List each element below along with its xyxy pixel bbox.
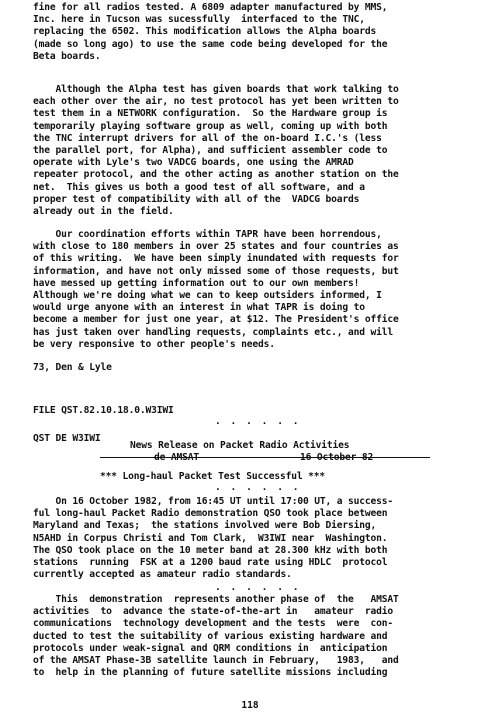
divider-dots-3: . . . . . . (215, 582, 301, 593)
paragraph-demonstration: This demonstration represents another phase of the AMSAT activities to advance the state-of-the-art in amateur radio communications technology development and the tests were con- ducted to test the suitability of various existing hardware and protocols under weak-signal and QRM conditions in anticipation of the AMSAT Phase-3B satellite launch in February, 1983, and to help in the planning of future satellite missions including (33, 594, 399, 679)
paragraph-alpha-test: Although the Alpha test has given boards that work talking to each other over the air, no test protocol has yet been written to test them in a NETWORK configuration. So the Hardware group is temporarily playing software group as well, coming up with both the TNC interrupt drivers for all of the on-board I.C.'s (less the parallel port, for Alpha), and sufficient assembler code to operate with Lyle's two VADCG boards, one using the AMRAD repeater protocol, and the other acting as another station on the net. This gives us both a good test of all software, and a proper test of compatibility with all of the VADCG boards already out in the field. (33, 84, 399, 218)
divider-dots-2: . . . . . . (215, 482, 301, 493)
signoff: 73, Den & Lyle (33, 362, 112, 373)
news-date: 16 October 82 (300, 452, 374, 463)
paragraph-coordination: Our coordination efforts within TAPR have been horrendous, with close to 180 members in over 25 states and four countries as of this writing. We have been simply inundated with requests for information, and have not only missed some of those requests, but have messed up getting information out to our own members! Although we're doing what we can to keep outsiders informed, I would urge anyone with an interest in what TAPR is doing to become a member for just one year, at $12. The President's office has just taken over handling requests, complaints etc., and will be very responsive to other people's needs. (33, 229, 399, 350)
paragraph-long-haul: On 16 October 1982, from 16:45 UT until 17:00 UT, a success- ful long-haul Packet Radio demonstration QSO took place between Maryland and Texas; the stations involved were Bob Diersing, N5AHD in Corpus Christi and Tom Clark, W3IWI near Washington. The QSO took place on the 10 meter band at 28.300 kHz with both stations running FSK at a 1200 baud rate using HDLC protocol currently accepted as amateur radio standards. (33, 496, 394, 581)
file-line: FILE QST.82.10.18.0.W3IWI (33, 405, 174, 416)
paragraph-radios-tested: fine for all radios tested. A 6809 adapter manufactured by MMS, Inc. here in Tucson was sucessfully interfaced to the TNC, replacing the 6502. This modification allows the Alpha boards (made so long ago) to use the same code being developed for the Beta boards. (33, 2, 388, 62)
news-org: de AMSAT (154, 452, 200, 463)
news-title: News Release on Packet Radio Activities (130, 440, 350, 451)
headline: *** Long-haul Packet Test Successful *** (100, 471, 326, 482)
qst-line: QST DE W3IWI (33, 433, 101, 444)
divider-dots: . . . . . . (215, 416, 301, 427)
page-number: 118 (241, 700, 259, 711)
